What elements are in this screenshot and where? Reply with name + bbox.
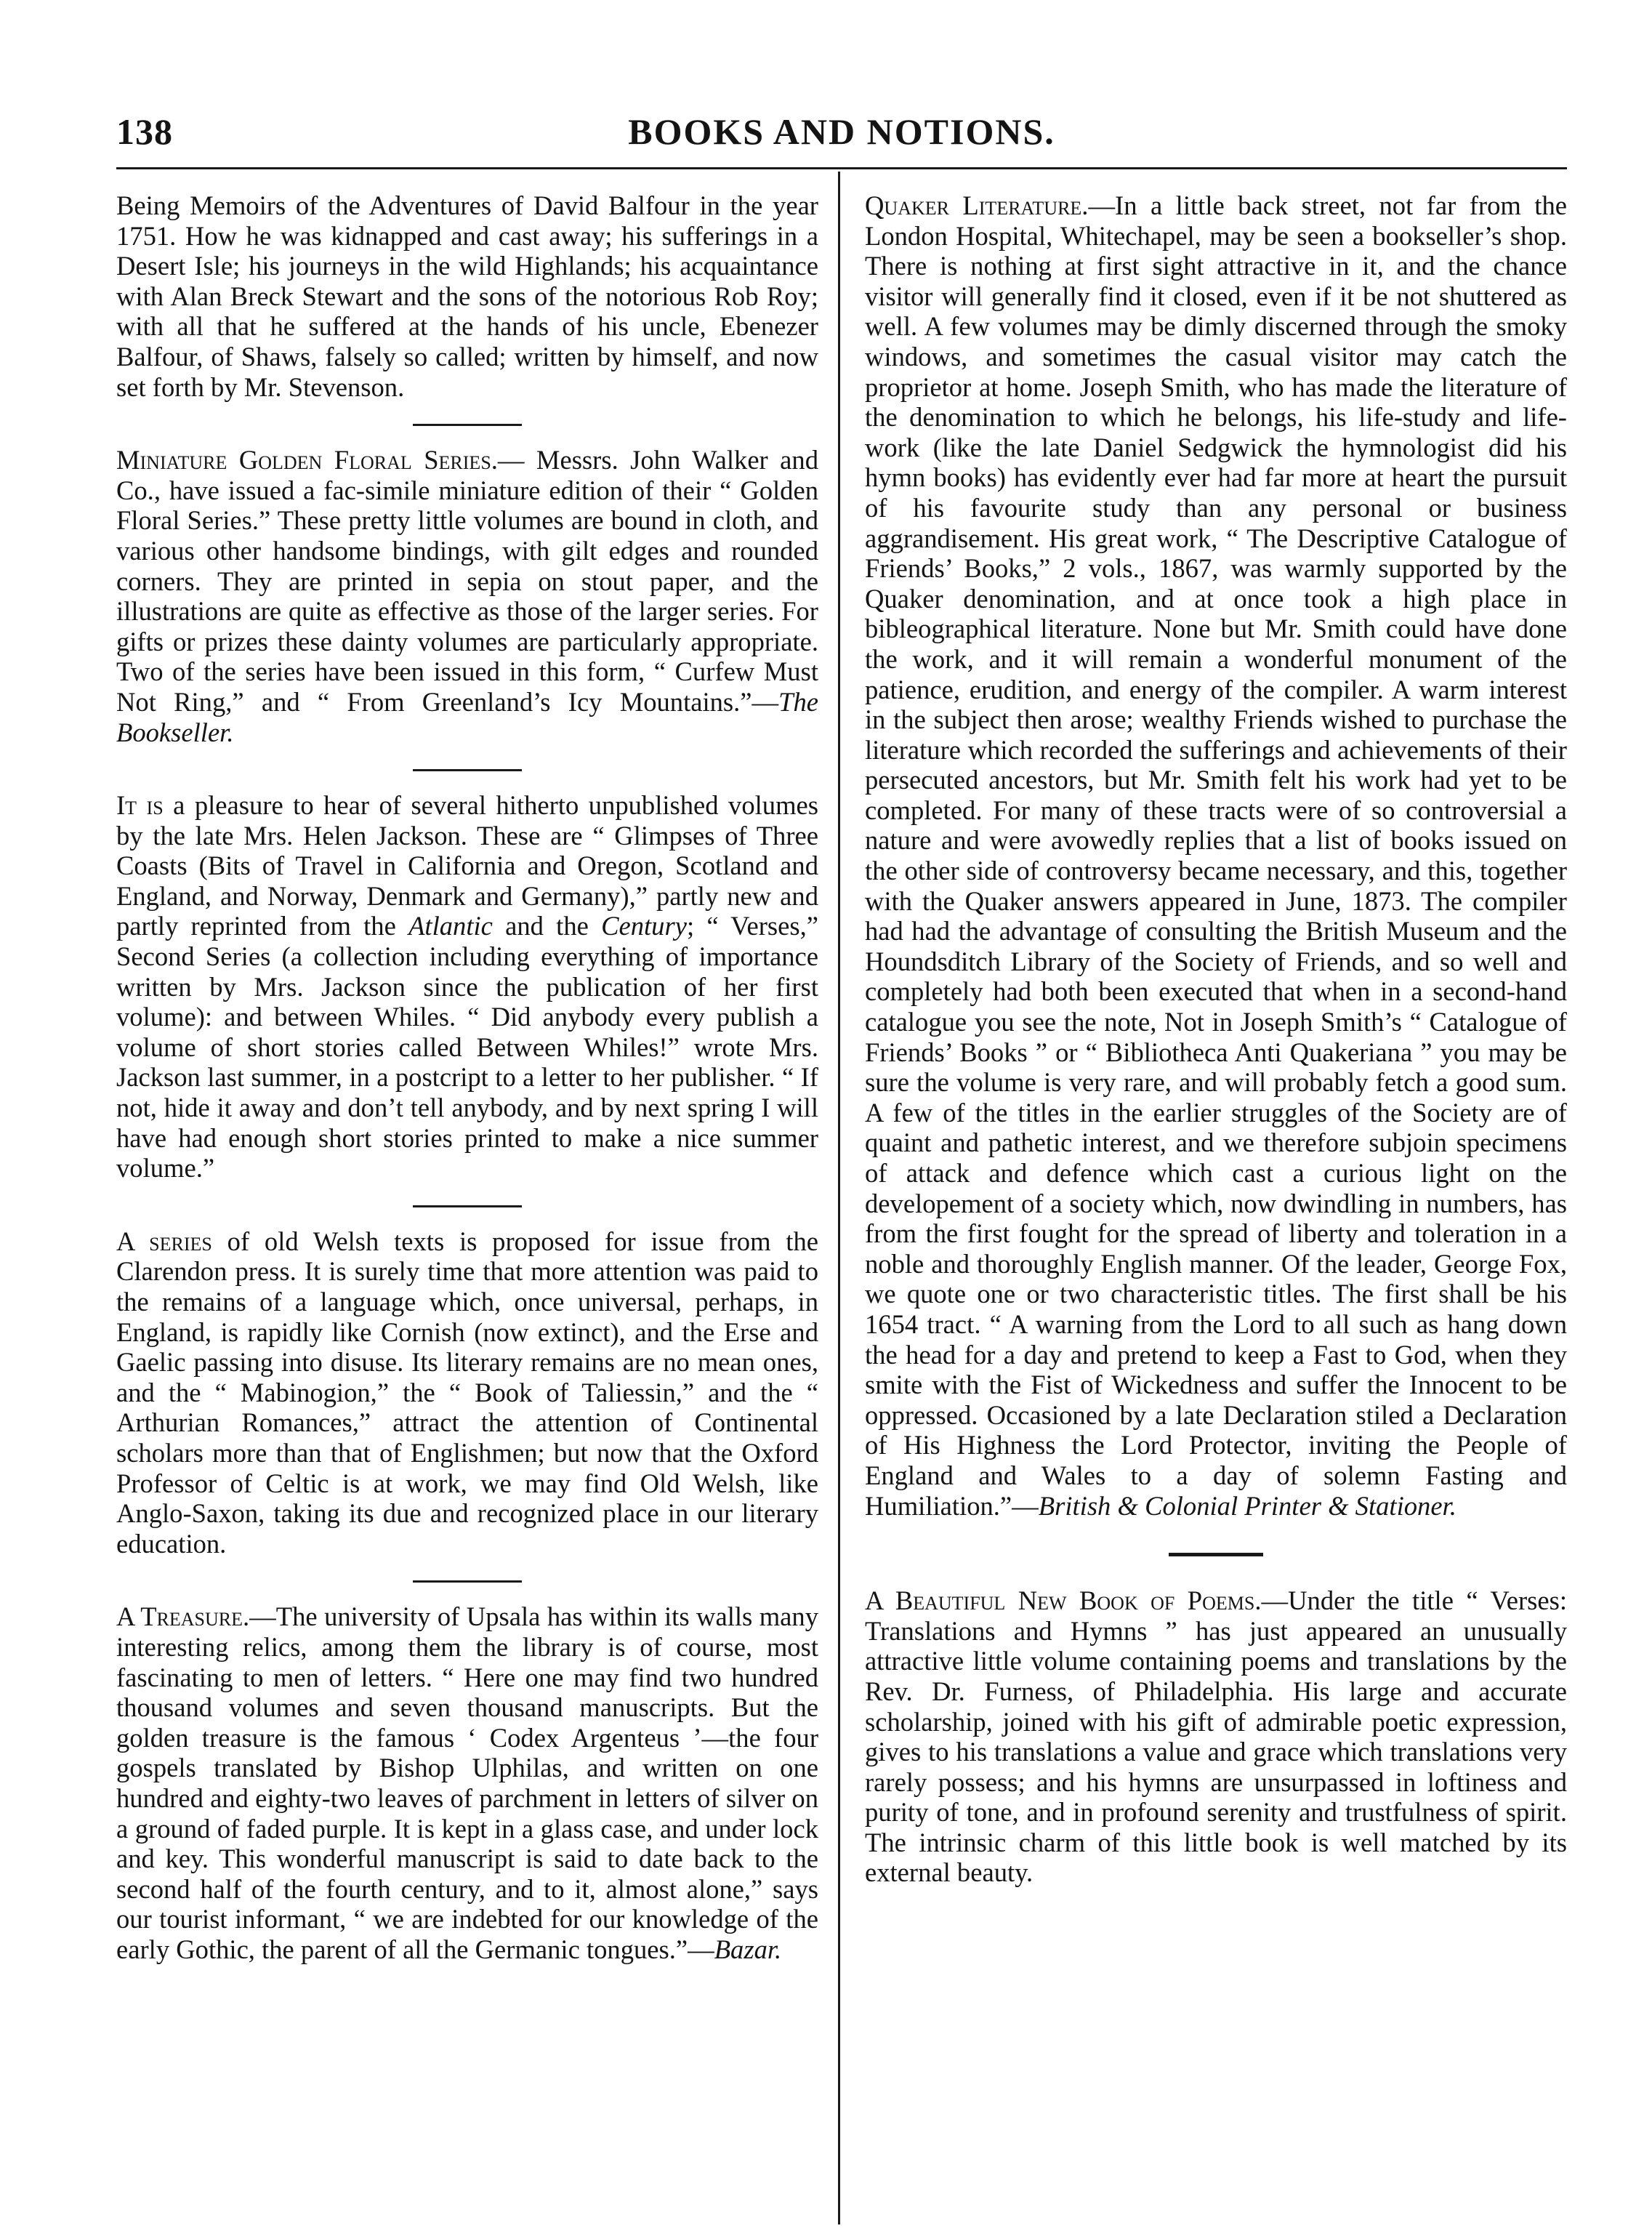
section-separator	[413, 1580, 522, 1583]
century-title: Century	[601, 911, 687, 941]
article-source: The Bookseller.	[116, 686, 818, 747]
right-column	[865, 190, 1567, 1888]
article-source: Bazar.	[714, 1934, 782, 1964]
article-heading: Quaker Literature.	[865, 190, 1089, 220]
header-rule	[116, 167, 1567, 169]
welsh-texts-article	[116, 1226, 818, 1559]
jackson-article	[116, 790, 818, 1183]
article-body: —In a little back street, not far from the London Hospital, Whitechapel, may be seen a bookseller’s shop. There is nothing at first sight attractive in it, and the chance visitor will generally find it closed, even if it be not shuttered as well. A few volumes may be dimly discerned through the smoky windows, and sometimes the casual visitor may catch the proprietor at home. Joseph Smith, who has made the literature of the denomination to which he belongs, his life-study and life-work (like the late Daniel Sedgwick the hymnologist did his hymn books) has evidently ever had far more at heart the pursuit of his favourite study than any personal or business aggrandisement. His great work, “ The Descriptive Catalogue of Friends’ Books,” 2 vols., 1867, was warmly supported by the Quaker denomination, and at once took a high place in bibleographical literature. None but Mr. Smith could have done the work, and it will remain a wonderful monument of the patience, erudition, and energy of the compiler. A warm interest in the subject then arose; wealthy Friends wished to purchase the literature which recorded the sufferings and achievements of their persecuted ancestors, but Mr. Smith felt his work had yet to be completed. For many of these tracts were of so controversial a nature and were avowedly replies that a list of books issued on the other side of controversy became necessary, and this, together with the Quaker answers appeared in June, 1873. The compiler had had the advantage of consulting the British Museum and the Houndsditch Library of the Society of Friends, and so well and completely had both been executed that when in a second-hand catalogue you see the note, Not in Joseph Smith’s “ Catalogue of Friends’ Books ” or “ Bibliotheca Anti Quakeriana ” you may be sure the volume is very rare, and will probably fetch a good sum. A few of the titles in the earlier struggles of the Society are of quaint and pathetic interest, and we therefore subjoin specimens of attack and defence which cast a curious light on the developement of a society which, now dwindling in numbers, has from the first fought for the spread of liberty and toleration in a noble and thoroughly English manner. Of the leader, George Fox, we quote one or two characteristic titles. The first shall be his 1654 tract. “ A warning from the Lord to all such as hang down the head for a day and pretend to keep a Fast to God, when they smite with the Fist of Wickedness and suffer the Innocent to be oppressed. Occasioned by a late Declaration stiled a Declaration of His Highness the Lord Protector, inviting the People of England and Wales to a day of solemn Fasting and Humiliation.”—	[865, 190, 1567, 1521]
article-lead: It is	[116, 790, 164, 821]
miniature-series-article	[116, 445, 818, 747]
article-heading: Miniature Golden Floral Series.	[116, 445, 498, 475]
section-separator	[413, 1205, 522, 1207]
atlantic-title: Atlantic	[408, 911, 493, 941]
left-column	[116, 190, 818, 1964]
article-body: —The university of Upsala has within its walls many interesting relics, among them the library is of course, most fascinating to men of letters. “ Here one may find two hundred thousand volumes and seven thousand manuscripts. But the golden treasure is the famous ‘ Codex Argenteus ’—the four gospels translated by Bishop Ulphilas, and written on one hundred and eighty-two leaves of parchment in letters of silver on a ground of faded purple. It is kept in a glass case, and under lock and key. This wonderful manuscript is said to date back to the second half of the fourth century, and to it, almost alone,” says our tourist informant, “ we are indebted for our knowledge of the early Gothic, the parent of all the Germanic tongues.”—	[116, 1601, 818, 1964]
section-separator	[1169, 1553, 1263, 1556]
book-of-poems-article	[865, 1585, 1567, 1888]
column-divider	[838, 172, 840, 2224]
treasure-article	[116, 1601, 818, 1964]
article-body: a pleasure to hear of several hitherto unpublished volumes by the late Mrs. Helen Jackson. These are “ Glimpses of Three Coasts (Bits of Travel in California and Oregon, Scotland and England, and Norway, Denmark and Germany),” partly new and partly reprinted from the	[116, 790, 818, 941]
article-source: British & Colonial Printer & Stationer.	[1038, 1490, 1456, 1521]
page-header	[116, 110, 1567, 161]
section-separator	[413, 769, 522, 771]
article-body-connector: and the	[492, 911, 602, 941]
article-body: —Under the title “ Verses: Translations and Hymns ” has just appeared an unusually attractive little volume containing poems and translations by the Rev. Dr. Furness, of Philadelphia. His large and accurate scholarship, joined with his gift of admirable poetic expression, gives to his translations a value and grace which translations very rarely possess; and his hymns are unsurpassed in loftiness and purity of tone, and in profound serenity and trustfulness of spirit. The intrinsic charm of this little book is well matched by its external beauty.	[865, 1585, 1567, 1888]
article-heading: A Treasure.	[116, 1601, 250, 1632]
stevenson-paragraph: Being Memoirs of the Adventures of David Balfour in the year 1751. How he was kidnapped and cast away; his sufferings in a Desert Isle; his journeys in the wild Highlands; his acquaintance with Alan Breck Stewart and the sons of the notorious Rob Roy; with all that he suffered at the hands of his uncle, Ebenezer Balfour, of Shaws, falsely so called; written by himself, and now set forth by Mr. Stevenson.	[116, 190, 818, 402]
article-body: of old Welsh texts is proposed for issue from the Clarendon press. It is surely time that more attention was paid to the remains of a language which, once universal, perhaps, in England, is rapidly like Cornish (now extinct), and the Erse and Gaelic passing into disuse. Its literary remains are no mean ones, and the “ Mabinogion,” the “ Book of Taliessin,” and the “ Arthurian Romances,” attract the attention of Continental scholars more than that of Englishmen; but now that the Oxford Professor of Celtic is at work, we may find Old Welsh, like Anglo-Saxon, taking its due and recognized place in our literary education.	[116, 1226, 818, 1559]
article-body: — Messrs. John Walker and Co., have issued a fac-simile miniature edition of their “ Golden Floral Series.” These pretty little volumes are bound in cloth, and various other handsome bindings, with gilt edges and rounded corners. They are printed in sepia on stout paper, and the illustrations are quite as effective as those of the larger series. For gifts or prizes these dainty volumes are particularly appropriate. Two of the series have been issued in this form, “ Curfew Must Not Ring,” and “ From Greenland’s Icy Mountains.”—	[116, 445, 818, 717]
running-title: BOOKS AND NOTIONS.	[628, 111, 1055, 152]
quaker-literature-article	[865, 190, 1567, 1521]
page-number: 138	[116, 111, 173, 152]
section-separator	[413, 424, 522, 426]
article-heading: A Beautiful New Book of Poems.	[865, 1585, 1262, 1616]
article-lead: A series	[116, 1226, 212, 1256]
article-body-continued: ; “ Verses,” Second Series (a collection including everything of importance written by Mrs. Jackson since the publication of her first volume): and between Whiles. “ Did anybody every publish a volume of short stories called Between Whiles!” wrote Mrs. Jackson last summer, in a postcript to a letter to her publisher. “ If not, hide it away and don’t tell anybody, and by next spring I will have had enough short stories printed to make a nice summer volume.”	[116, 911, 819, 1183]
